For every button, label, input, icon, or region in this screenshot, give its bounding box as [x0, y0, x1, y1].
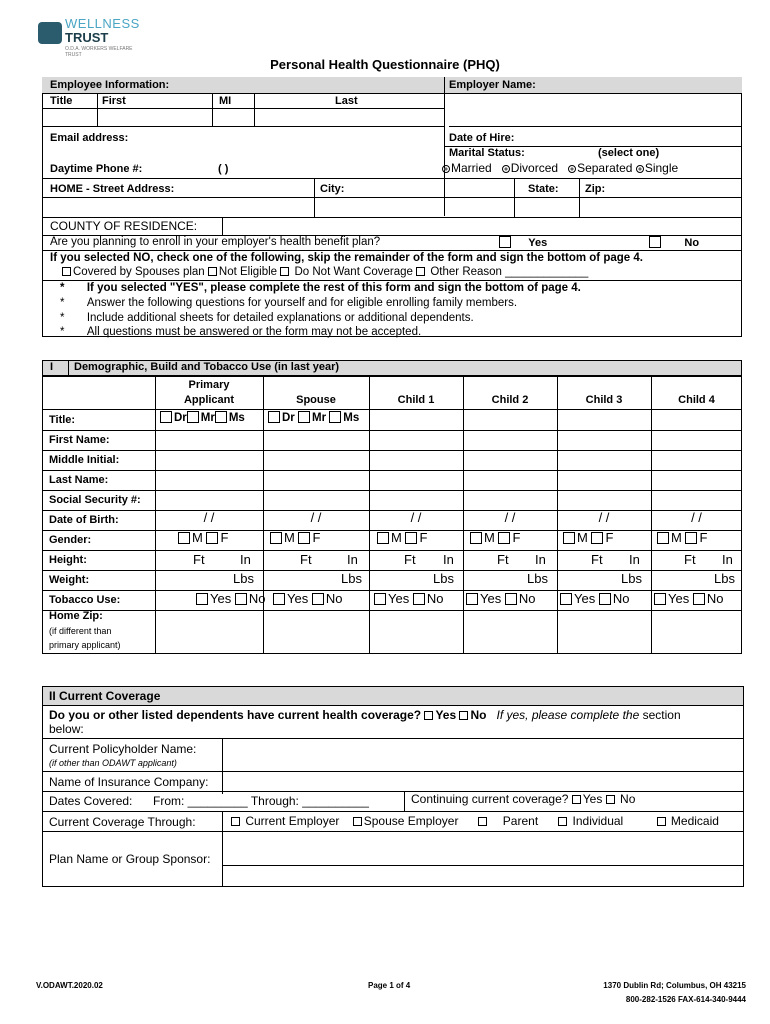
- spouse-mr-checkbox[interactable]: [298, 411, 310, 423]
- single-radio[interactable]: [636, 165, 644, 173]
- not-eligible-checkbox[interactable]: [208, 267, 217, 276]
- marital-status-label: Marital Status:: [449, 147, 525, 159]
- f-label: F: [419, 530, 428, 545]
- coverage-yes-label: Yes: [435, 708, 457, 722]
- county-label: COUNTY OF RESIDENCE:: [50, 219, 198, 233]
- primary-tobacco-yes-checkbox[interactable]: [196, 593, 208, 605]
- spouse-ms-checkbox[interactable]: [329, 411, 341, 423]
- spouse-gender: [270, 530, 320, 545]
- row-home-zip: Home Zip:: [49, 610, 103, 622]
- individual-checkbox[interactable]: [558, 817, 567, 826]
- primary-f-checkbox[interactable]: [206, 532, 218, 544]
- spouse-title-options: [268, 411, 359, 425]
- f-label: F: [220, 530, 229, 545]
- yes-label: Yes: [388, 591, 410, 606]
- enroll-yes-checkbox[interactable]: [499, 236, 511, 248]
- spouse-tobacco-no-checkbox[interactable]: [312, 593, 324, 605]
- bullet-yes-instruction: * If you selected "YES", please complete the rest of this form and sign the bottom of page 4.: [60, 282, 581, 294]
- footer-phone: 800-282-1526 FAX-614-340-9444: [625, 995, 746, 1004]
- child2-height-ft: Ft: [497, 552, 509, 567]
- section-1-title: Demographic, Build and Tobacco Use (in last year): [74, 361, 340, 373]
- spouse-weight-lbs: Lbs: [341, 571, 362, 586]
- child1-height-in: In: [443, 552, 454, 567]
- no-label: No: [426, 591, 444, 606]
- coverage-yes-checkbox[interactable]: [424, 711, 433, 720]
- child3-f-checkbox[interactable]: [591, 532, 603, 544]
- bullet-4: * All questions must be answered or the form may not be accepted.: [60, 326, 422, 338]
- section-1-number: I: [50, 361, 54, 373]
- covered-spouse-checkbox[interactable]: [62, 267, 71, 276]
- m-label: M: [284, 530, 295, 545]
- primary-height-in: In: [240, 552, 251, 567]
- spouse-employer-checkbox[interactable]: [353, 817, 362, 826]
- child2-dob[interactable]: / /: [504, 510, 516, 525]
- mi-label: MI: [219, 95, 232, 107]
- single-label: Single: [644, 161, 679, 175]
- m-label: M: [391, 530, 402, 545]
- child1-gender: [377, 530, 427, 545]
- policyholder-label: Current Policyholder Name:: [49, 742, 197, 756]
- divorced-radio[interactable]: [502, 165, 510, 173]
- col-primary-line2: Applicant: [183, 394, 235, 406]
- no-reason-options: [62, 266, 588, 279]
- child1-dob[interactable]: / /: [410, 510, 422, 525]
- primary-mr-checkbox[interactable]: [187, 411, 199, 423]
- yes-label: Yes: [210, 591, 232, 606]
- other-reason-label: Other Reason _____________: [430, 266, 589, 278]
- no-label: No: [248, 591, 266, 606]
- coverage-no-checkbox[interactable]: [459, 711, 468, 720]
- row-last-name: Last Name:: [49, 474, 109, 486]
- section-2-title: II Current Coverage: [49, 689, 161, 703]
- col-child-1: Child 1: [397, 394, 435, 406]
- child1-height-ft: Ft: [404, 552, 416, 567]
- child2-tobacco: [466, 591, 535, 606]
- row-title: Title:: [49, 414, 76, 426]
- parent-label: Parent: [502, 814, 539, 828]
- m-label: M: [484, 530, 495, 545]
- dr-label: Dr: [174, 412, 187, 424]
- bullet-yes-text: If you selected "YES", please complete the rest of this form and sign the bottom of page 4.: [86, 282, 581, 294]
- employer-name-field[interactable]: [449, 94, 742, 127]
- continuing-no-label: No: [620, 792, 636, 806]
- row-tobacco: Tobacco Use:: [49, 594, 121, 606]
- row-middle-initial: Middle Initial:: [49, 454, 120, 466]
- primary-dr-checkbox[interactable]: [160, 411, 172, 423]
- col-child-4: Child 4: [678, 394, 715, 406]
- bullet-2: * Answer the following questions for yourself and for eligible enrolling family members.: [60, 297, 518, 309]
- child1-tobacco-no-checkbox[interactable]: [413, 593, 425, 605]
- parent-checkbox[interactable]: [478, 817, 487, 826]
- row-gender: Gender:: [49, 534, 92, 546]
- footer-page: Page 1 of 4: [368, 981, 411, 990]
- child3-m-checkbox[interactable]: [563, 532, 575, 544]
- row-dob: Date of Birth:: [49, 514, 119, 526]
- enroll-no-label: No: [684, 237, 700, 249]
- medicaid-label: Medicaid: [670, 814, 719, 828]
- child4-f-checkbox[interactable]: [685, 532, 697, 544]
- if-yes-note: If yes, please complete the: [496, 708, 640, 722]
- m-label: M: [192, 530, 203, 545]
- col-child-2: Child 2: [491, 394, 529, 406]
- no-label: No: [325, 591, 343, 606]
- child3-height-ft: Ft: [591, 552, 603, 567]
- wellness-trust-logo: [38, 16, 148, 56]
- mr-label: Mr: [311, 412, 327, 424]
- primary-title-options: [160, 411, 245, 425]
- child3-weight-lbs: Lbs: [621, 571, 642, 586]
- spouse-height-ft: Ft: [300, 552, 312, 567]
- spouse-height-in: In: [347, 552, 358, 567]
- ms-label: Ms: [228, 412, 245, 424]
- bullet-4-text: All questions must be answered or the form may not be accepted.: [86, 326, 422, 338]
- current-employer-checkbox[interactable]: [231, 817, 240, 826]
- yes-label: Yes: [287, 591, 309, 606]
- not-want-checkbox[interactable]: [280, 267, 289, 276]
- child2-tobacco-yes-checkbox[interactable]: [466, 593, 478, 605]
- primary-tobacco-no-checkbox[interactable]: [235, 593, 247, 605]
- home-zip-note-2: primary applicant): [49, 640, 121, 650]
- street-address-label: HOME - Street Address:: [50, 183, 175, 195]
- primary-ms-checkbox[interactable]: [215, 411, 227, 423]
- primary-gender: [178, 530, 228, 545]
- footer-version: V.ODAWT.2020.02: [36, 981, 103, 990]
- logo-mark-icon: [38, 22, 62, 44]
- spouse-tobacco-yes-checkbox[interactable]: [273, 593, 285, 605]
- enroll-no: [649, 236, 699, 250]
- footer-address: 1370 Dublin Rd; Columbus, OH 43215: [603, 981, 746, 990]
- bullet-2-text: Answer the following questions for yourself and for eligible enrolling family members.: [86, 297, 518, 309]
- child1-f-checkbox[interactable]: [405, 532, 417, 544]
- child1-tobacco: [374, 591, 443, 606]
- page-title: Personal Health Questionnaire (PHQ): [270, 57, 500, 72]
- child4-tobacco-yes-checkbox[interactable]: [654, 593, 666, 605]
- coverage-through-options: [231, 815, 719, 828]
- email-label: Email address:: [50, 132, 129, 144]
- f-label: F: [312, 530, 321, 545]
- coverage-question-line: [49, 709, 681, 722]
- individual-label: Individual: [572, 814, 624, 828]
- child3-dob[interactable]: / /: [598, 510, 610, 525]
- separated-radio[interactable]: [568, 165, 576, 173]
- child4-height-in: In: [722, 552, 733, 567]
- child3-tobacco-yes-checkbox[interactable]: [560, 593, 572, 605]
- city-label: City:: [320, 183, 345, 195]
- child2-weight-lbs: Lbs: [527, 571, 548, 586]
- row-ssn: Social Security #:: [49, 494, 141, 506]
- primary-weight-lbs: Lbs: [233, 571, 254, 586]
- continuing-yes-label: Yes: [582, 792, 603, 806]
- separated-label: Separated: [577, 161, 633, 175]
- date-of-hire-label: Date of Hire:: [449, 132, 515, 144]
- continuing-no-checkbox[interactable]: [606, 795, 615, 804]
- employee-info-header: Employee Information:: [50, 79, 170, 91]
- if-yes-section: section: [642, 708, 681, 722]
- continuing-yes-checkbox[interactable]: [572, 795, 581, 804]
- title-label: Title: [50, 95, 73, 107]
- primary-dob[interactable]: / /: [203, 510, 215, 525]
- primary-m-checkbox[interactable]: [178, 532, 190, 544]
- medicaid-checkbox[interactable]: [657, 817, 666, 826]
- child1-tobacco-yes-checkbox[interactable]: [374, 593, 386, 605]
- last-name-label: Last: [335, 95, 358, 107]
- continuing-label: Continuing current coverage?: [411, 792, 569, 806]
- phone-area-code[interactable]: ( ): [218, 163, 229, 175]
- zip-label: Zip:: [585, 183, 606, 195]
- state-label: State:: [528, 183, 559, 195]
- col-primary-line1: Primary: [188, 379, 230, 391]
- yes-label: Yes: [574, 591, 596, 606]
- col-child-3: Child 3: [585, 394, 623, 406]
- child2-f-checkbox[interactable]: [498, 532, 510, 544]
- child4-weight-lbs: Lbs: [714, 571, 735, 586]
- name-fields-row[interactable]: [42, 108, 444, 127]
- coverage-through-label: Current Coverage Through:: [49, 815, 196, 829]
- insurance-company-label: Name of Insurance Company:: [49, 775, 209, 789]
- spouse-dob[interactable]: / /: [310, 510, 322, 525]
- logo-tagline: O.D.A. WORKERS WELFARE TRUST: [65, 46, 133, 58]
- home-zip-note-1: (if different than: [49, 626, 112, 636]
- child2-m-checkbox[interactable]: [470, 532, 482, 544]
- child2-height-in: In: [535, 552, 546, 567]
- logo-text-line2: TRUST: [65, 30, 109, 45]
- child2-gender: [470, 530, 520, 545]
- divorced-label: Divorced: [510, 161, 559, 175]
- dr-label: Dr: [282, 412, 295, 424]
- spouse-m-checkbox[interactable]: [270, 532, 282, 544]
- yes-label: Yes: [480, 591, 502, 606]
- select-one-label: (select one): [598, 147, 660, 159]
- if-no-instructions: If you selected NO, check one of the following, skip the remainder of the form and sign the bottom of page 4.: [50, 252, 643, 264]
- child1-m-checkbox[interactable]: [377, 532, 389, 544]
- spouse-tobacco: [273, 591, 342, 606]
- child3-gender: [563, 530, 613, 545]
- employer-name-label: Employer Name:: [449, 79, 536, 91]
- col-spouse: Spouse: [296, 394, 336, 406]
- not-want-label: Do Not Want Coverage: [294, 266, 413, 278]
- child4-m-checkbox[interactable]: [657, 532, 669, 544]
- covered-spouse-label: Covered by Spouses plan: [73, 266, 205, 278]
- marital-options: [442, 162, 678, 175]
- f-label: F: [605, 530, 614, 545]
- primary-tobacco: [196, 591, 265, 606]
- coverage-no-label: No: [470, 708, 487, 722]
- child4-gender: [657, 530, 707, 545]
- dates-covered-from-through[interactable]: From: _________ Through: __________: [153, 794, 369, 808]
- dates-covered-label: Dates Covered:: [49, 794, 133, 808]
- child4-tobacco-no-checkbox[interactable]: [693, 593, 705, 605]
- current-employer-label: Current Employer: [245, 814, 340, 828]
- mr-label: Mr: [200, 412, 215, 424]
- not-eligible-label: Not Eligible: [218, 266, 278, 278]
- f-label: F: [699, 530, 708, 545]
- primary-height-ft: Ft: [193, 552, 205, 567]
- enroll-question: Are you planning to enroll in your employer's health benefit plan?: [50, 236, 381, 248]
- first-name-label: First: [102, 95, 126, 107]
- child4-dob[interactable]: / /: [691, 510, 702, 525]
- spouse-dr-checkbox[interactable]: [268, 411, 280, 423]
- coverage-question: Do you or other listed dependents have current health coverage?: [49, 708, 422, 722]
- married-radio[interactable]: [442, 165, 450, 173]
- logo-text-line1: WELLNESS: [65, 16, 140, 31]
- enroll-yes: [499, 236, 547, 250]
- bullet-3: * Include additional sheets for detailed explanations or additional dependents.: [60, 312, 474, 324]
- child1-weight-lbs: Lbs: [433, 571, 454, 586]
- row-first-name: First Name:: [49, 434, 110, 446]
- row-height: Height:: [49, 554, 87, 566]
- married-label: Married: [451, 161, 492, 175]
- yes-label: Yes: [668, 591, 690, 606]
- child3-tobacco: [560, 591, 629, 606]
- coverage-question-below: below:: [49, 722, 84, 736]
- spouse-employer-label: Spouse Employer: [363, 814, 459, 828]
- m-label: M: [577, 530, 588, 545]
- other-reason-checkbox[interactable]: [416, 267, 425, 276]
- no-label: No: [612, 591, 630, 606]
- spouse-f-checkbox[interactable]: [298, 532, 310, 544]
- row-weight: Weight:: [49, 574, 90, 586]
- daytime-phone-label: Daytime Phone #:: [50, 163, 143, 175]
- continuing-coverage: [411, 793, 635, 806]
- m-label: M: [671, 530, 682, 545]
- bullet-3-text: Include additional sheets for detailed explanations or additional dependents.: [86, 312, 474, 324]
- no-label: No: [706, 591, 724, 606]
- child4-tobacco: [654, 591, 723, 606]
- child2-tobacco-no-checkbox[interactable]: [505, 593, 517, 605]
- no-label: No: [518, 591, 536, 606]
- f-label: F: [512, 530, 521, 545]
- enroll-yes-label: Yes: [528, 237, 548, 249]
- policyholder-note: (if other than ODAWT applicant): [49, 758, 177, 768]
- child3-height-in: In: [629, 552, 640, 567]
- child4-height-ft: Ft: [684, 552, 696, 567]
- plan-name-label: Plan Name or Group Sponsor:: [49, 852, 211, 866]
- enroll-no-checkbox[interactable]: [649, 236, 661, 248]
- child3-tobacco-no-checkbox[interactable]: [599, 593, 611, 605]
- ms-label: Ms: [343, 412, 360, 424]
